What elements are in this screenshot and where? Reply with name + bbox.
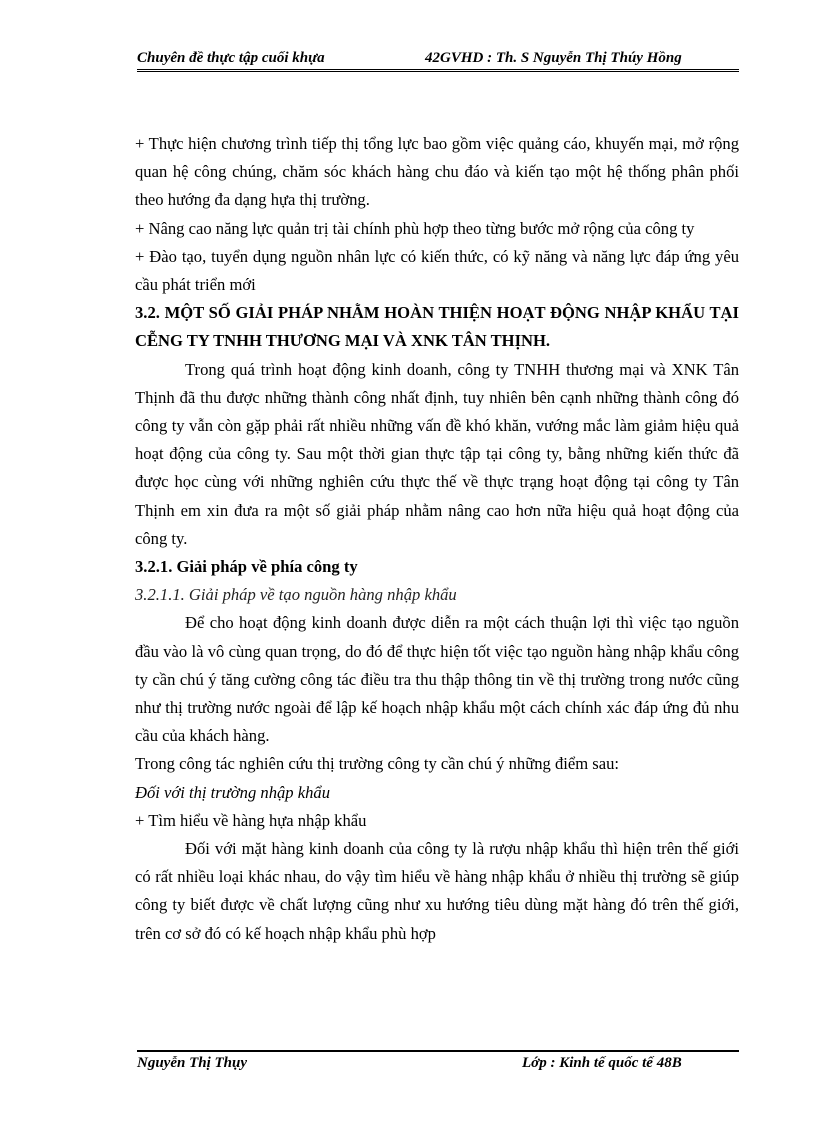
paragraph-training: + Đào tạo, tuyển dụng nguồn nhân lực có kiến thức, có kỹ năng và năng lực đáp ứng yêu cầu phát triển mới: [135, 246, 739, 295]
subheading-import-market: Đối với thị trường nhập khẩu: [135, 782, 330, 802]
section-heading-3-2-1: 3.2.1. Giải pháp về phía công ty: [135, 557, 358, 577]
paragraph-finance: + Nâng cao năng lực quản trị tài chính phù hợp theo từng bước mở rộng của công ty: [135, 218, 695, 238]
header-title: Chuyên đề thực tập cuối khựa: [137, 50, 325, 66]
paragraph-goods: + Tìm hiểu về hàng hựa nhập khẩu: [135, 810, 367, 830]
paragraph-intro: Trong quá trình hoạt động kinh doanh, công ty TNHH thương mại và XNK Tân Thịnh đã thu được những thành công nhất định, tuy nhiên bên cạnh những thành công đó công ty vẫn còn gặp phải rất nhiều những vấn đề khó khăn, vướng mắc làm giảm hiệu quả hoạt động của công ty. Sau một thời gian thực tập tại công ty, bằng những kiến thức đã được học cùng với những nghiên cứu thực thế về thực trạng hoạt động tại công ty Tân Thịnh em xin đưa ra một số giải pháp nhằm nâng cao hơn nữa hiệu quả hoạt động của công ty.: [135, 359, 739, 548]
page-body: [135, 130, 739, 948]
paragraph-research: Trong công tác nghiên cứu thị trường công ty cần chú ý những điểm sau:: [135, 754, 620, 774]
page-header: [137, 42, 739, 72]
footer-rule: [137, 1050, 739, 1052]
section-heading-3-2: 3.2. MỘT SỐ GIẢI PHÁP NHẰM HOÀN THIỆN HOẠT ĐỘNG NHẬP KHẨU TẠI CỄNG TY TNHH THƯƠNG MẠI VÀ XNK TÂN THỊNH.: [135, 303, 739, 351]
paragraph-marketing: + Thực hiện chương trình tiếp thị tổng lực bao gồm việc quảng cáo, khuyến mại, mở rộng quan hệ công chúng, chăm sóc khách hàng chu đáo và kiến tạo một hệ thống phân phối theo hướng đa dạng hựa thị trường.: [135, 134, 739, 210]
footer-author: Nguyễn Thị Thụy: [137, 1055, 248, 1071]
footer-class: Lớp : Kinh tế quốc tế 48B: [522, 1055, 682, 1071]
header-advisor: 42GVHD : Th. S Nguyễn Thị Thúy Hồng: [425, 50, 682, 66]
paragraph-sourcing: Để cho hoạt động kinh doanh được diễn ra một cách thuận lợi thì việc tạo nguồn đầu vào là vô cùng quan trọng, do đó để thực hiện tốt việc tạo nguồn hàng nhập khẩu công ty cần chú ý tăng cường công tác điều tra thu thập thông tin về thị trường trong nước cũng như thị trường nước ngoài để lập kế hoạch nhập khẩu một cách chính xác đáp ứng đủ nhu cầu của khách hàng.: [135, 613, 739, 746]
paragraph-wine: Đối với mặt hàng kinh doanh của công ty là rượu nhập khẩu thì hiện trên thế giới có rất nhiều loại khác nhau, do vậy tìm hiểu về hàng nhập khẩu ở nhiều thị trường sẽ giúp công ty biết được về chất lượng cũng như xu hướng tiêu dùng mặt hàng đó trên thế giới, trên cơ sở đó có kế hoạch nhập khẩu phù hợp: [135, 839, 739, 943]
section-heading-3-2-1-1: 3.2.1.1. Giải pháp về tạo nguồn hàng nhập khẩu: [135, 585, 457, 605]
header-rule: [137, 69, 739, 72]
